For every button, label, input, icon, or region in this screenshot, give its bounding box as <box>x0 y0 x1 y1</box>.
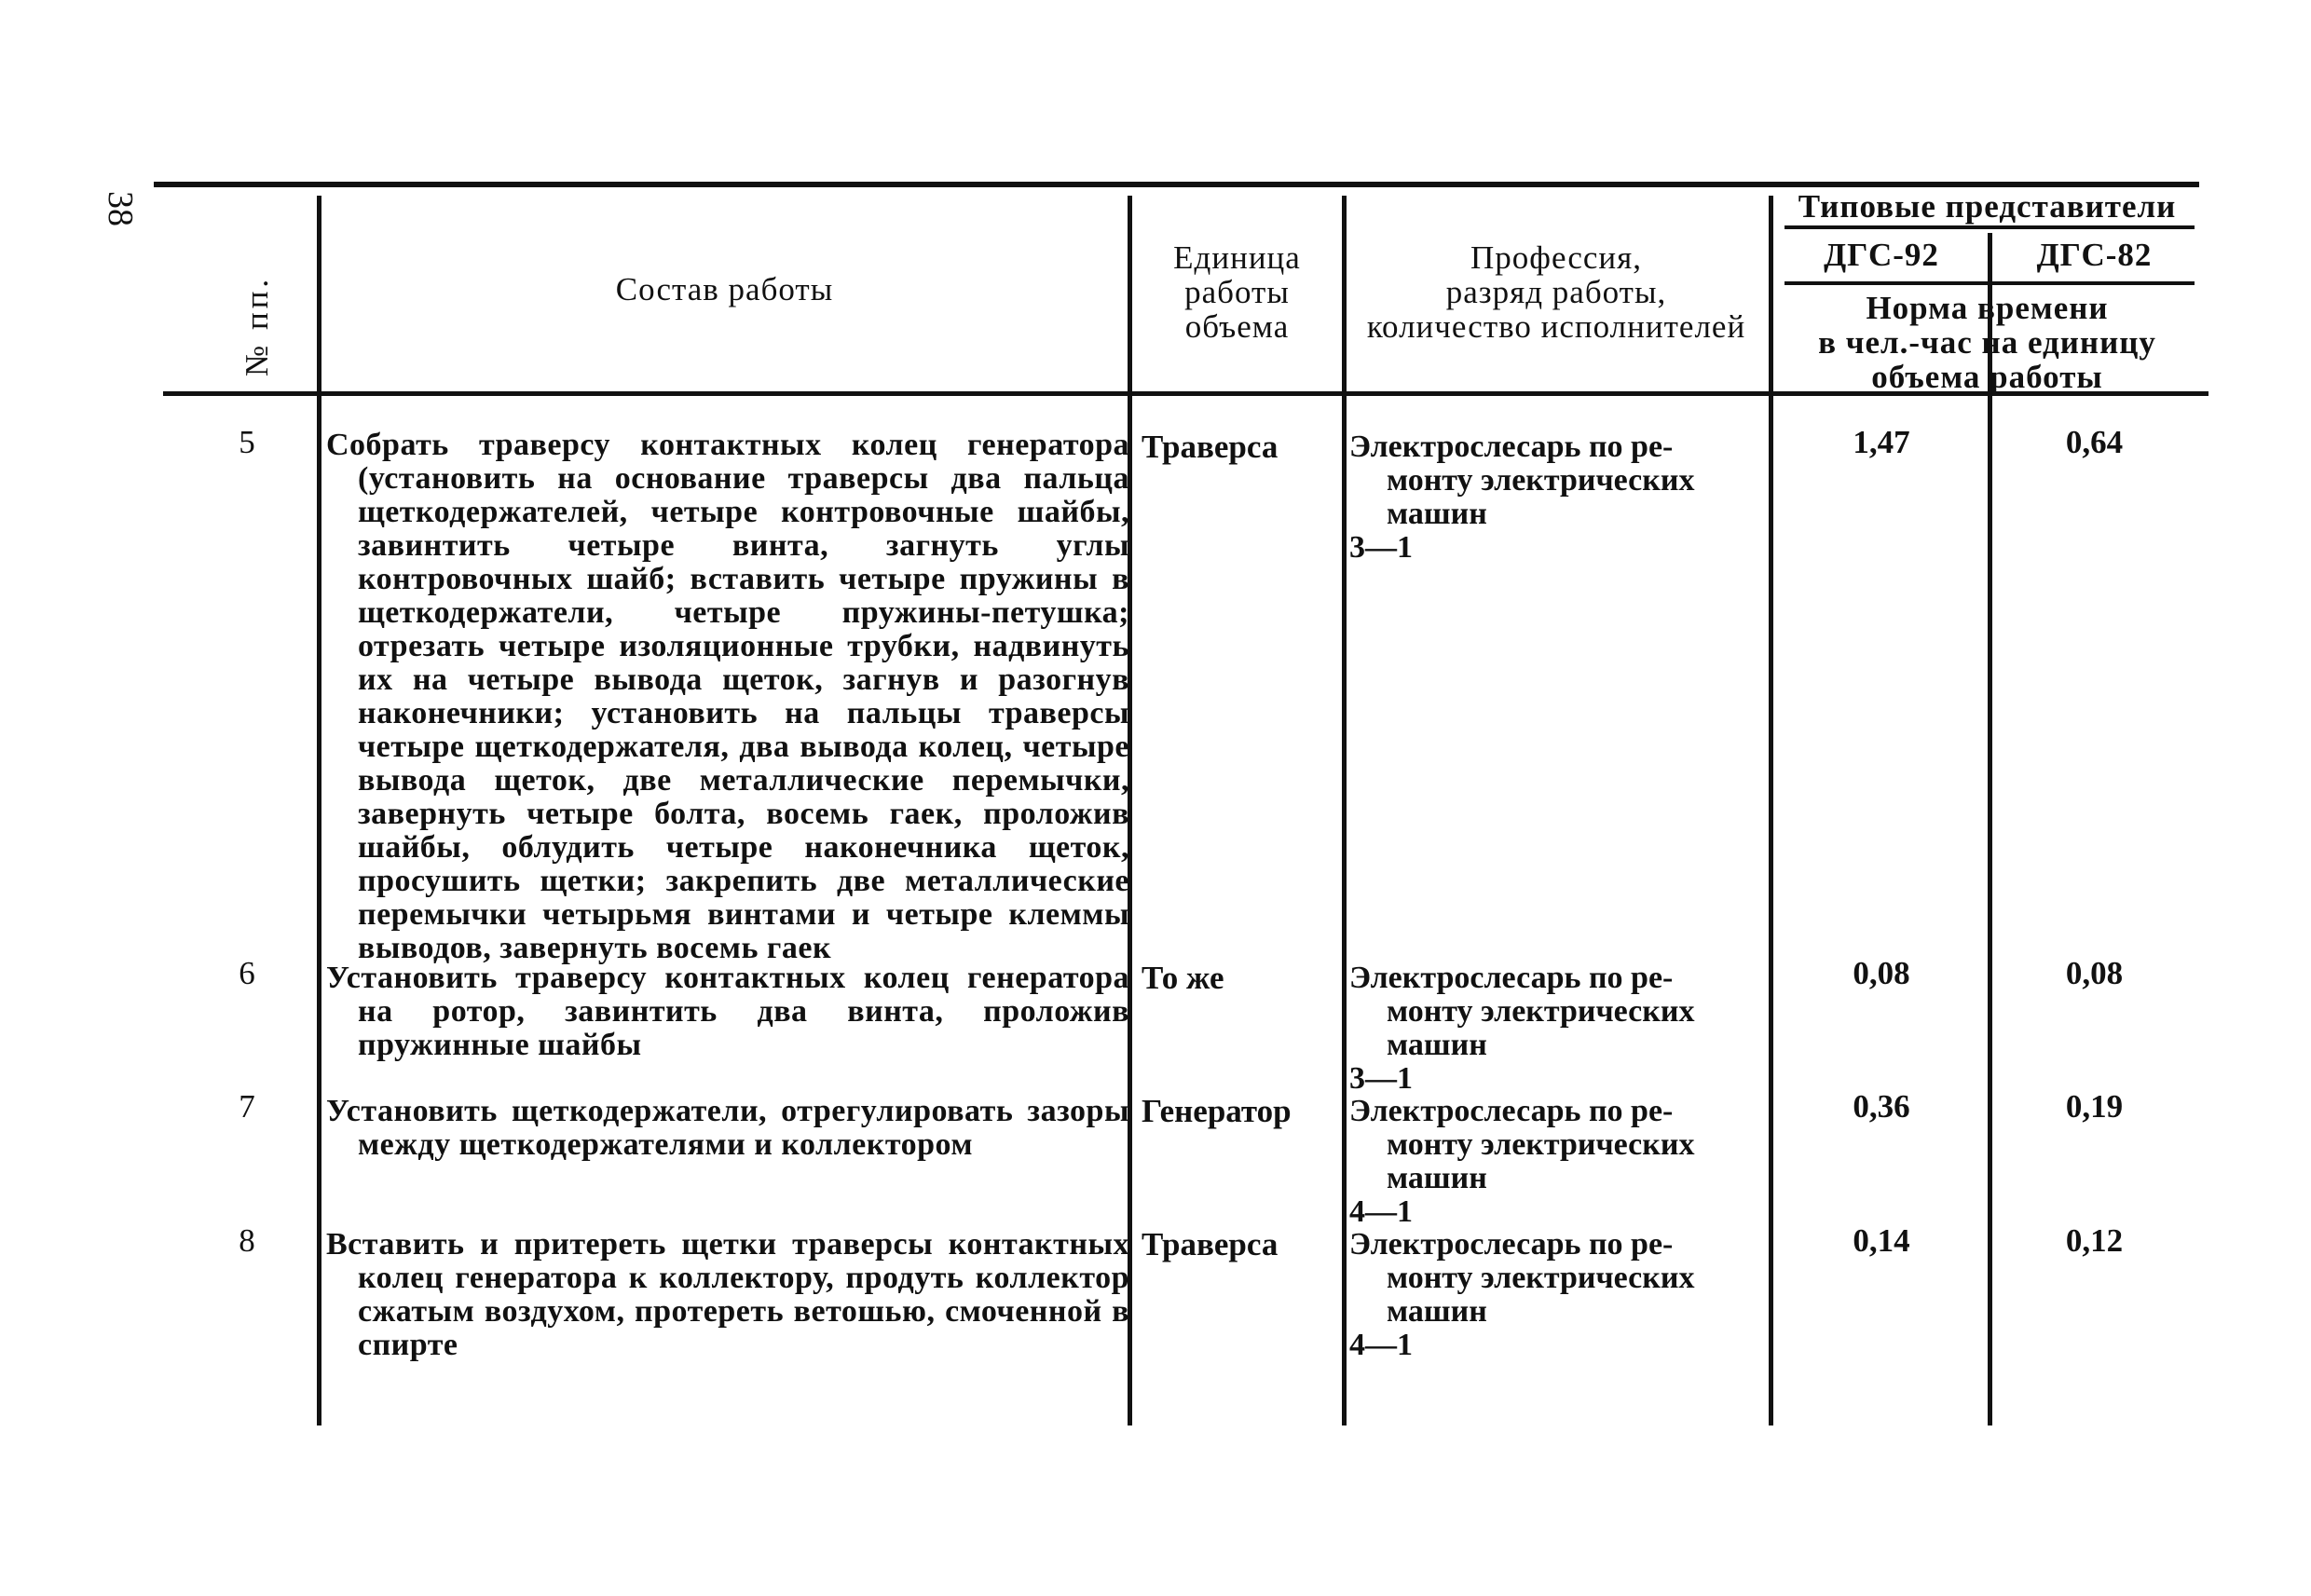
row-7-profession: Электрослесарь по ре- монту электрических машин 4—1 <box>1349 1094 1695 1229</box>
row-7-dgs82: 0,19 <box>2065 1088 2124 1125</box>
col-divider-1 <box>317 196 321 1425</box>
header-model-a: ДГС-92 <box>1824 237 1939 273</box>
row-8-dgs92: 0,14 <box>1853 1222 1910 1259</box>
col-divider-3 <box>1342 196 1347 1425</box>
col-divider-4 <box>1769 196 1773 1425</box>
representatives-rule <box>1785 225 2195 229</box>
row-5-num: 5 <box>239 424 255 460</box>
row-5-dgs92: 1,47 <box>1853 424 1910 460</box>
row-6-work: Установить траверсу контактных колец генератора на ротор, завинтить два винта, проложив пружинные шайбы <box>326 961 1129 1062</box>
row-5-profession: Электрослесарь по ре- монту электрических машин 3—1 <box>1349 430 1695 565</box>
row-6-unit: То же <box>1142 960 1224 996</box>
row-6-num: 6 <box>239 955 255 991</box>
header-model-b: ДГС-82 <box>2036 237 2153 273</box>
row-7-num: 7 <box>239 1088 255 1125</box>
header-num: № пп. <box>239 275 276 377</box>
row-6-profession: Электрослесарь по ре- монту электрических машин 3—1 <box>1349 961 1695 1096</box>
row-5-unit: Траверса <box>1142 429 1279 465</box>
row-8-num: 8 <box>239 1222 255 1259</box>
row-7-unit: Генератор <box>1142 1093 1292 1129</box>
row-8-unit: Траверса <box>1142 1226 1279 1262</box>
page-number: 38 <box>101 191 140 226</box>
row-7-dgs92: 0,36 <box>1853 1088 1910 1125</box>
row-7-work: Установить щеткодержатели, отрегулировать зазоры между щеткодержателями и коллектором <box>326 1094 1129 1162</box>
row-5-dgs82: 0,64 <box>2065 424 2124 460</box>
col-divider-5 <box>1988 233 1992 1425</box>
header-representatives: Типовые представители <box>1798 188 2177 225</box>
row-8-work: Вставить и притереть щетки траверсы контактных колец генератора к коллектору, продуть коллектор сжатым воздухом, протереть ветошью, смоченной в спирте <box>326 1227 1129 1362</box>
header-unit: Единица работы объема <box>1173 239 1301 345</box>
top-rule <box>154 182 2199 187</box>
row-8-dgs82: 0,12 <box>2065 1222 2124 1259</box>
header-profession: Профессия, разряд работы, количество исполнителей <box>1366 239 1746 345</box>
header-work: Состав работы <box>615 271 834 307</box>
row-6-dgs92: 0,08 <box>1853 955 1910 991</box>
row-5-work: Собрать траверсу контактных колец генератора (установить на основание траверсы два пальца щеткодержателей, четыре контровочные шайбы, завинтить четыре винта, загнуть углы контровочных шайб; вставить четыре пружины в щеткодержатели, четыре пружины-петушка; отрезать четыре изоляционные трубки, надвинуть их на четыре вывода щеток, загнув и разогнув наконечники; установить на пальцы траверсы четыре щеткодержателя, два вывода колец, четыре вывода щеток, две металлические перемычки, завернуть четыре болта, восемь гаек, проложив шайбы, облудить четыре наконечника щеток, просушить щетки; закрепить две металлические перемычки четырьмя винтами и четыре клеммы выводов, завернуть восемь гаек <box>326 428 1129 965</box>
row-8-profession: Электрослесарь по ре- монту электрических машин 4—1 <box>1349 1227 1695 1362</box>
row-6-dgs82: 0,08 <box>2065 955 2124 991</box>
header-norm: Норма времени в чел.-час на единицу объема работы <box>1818 290 2156 395</box>
